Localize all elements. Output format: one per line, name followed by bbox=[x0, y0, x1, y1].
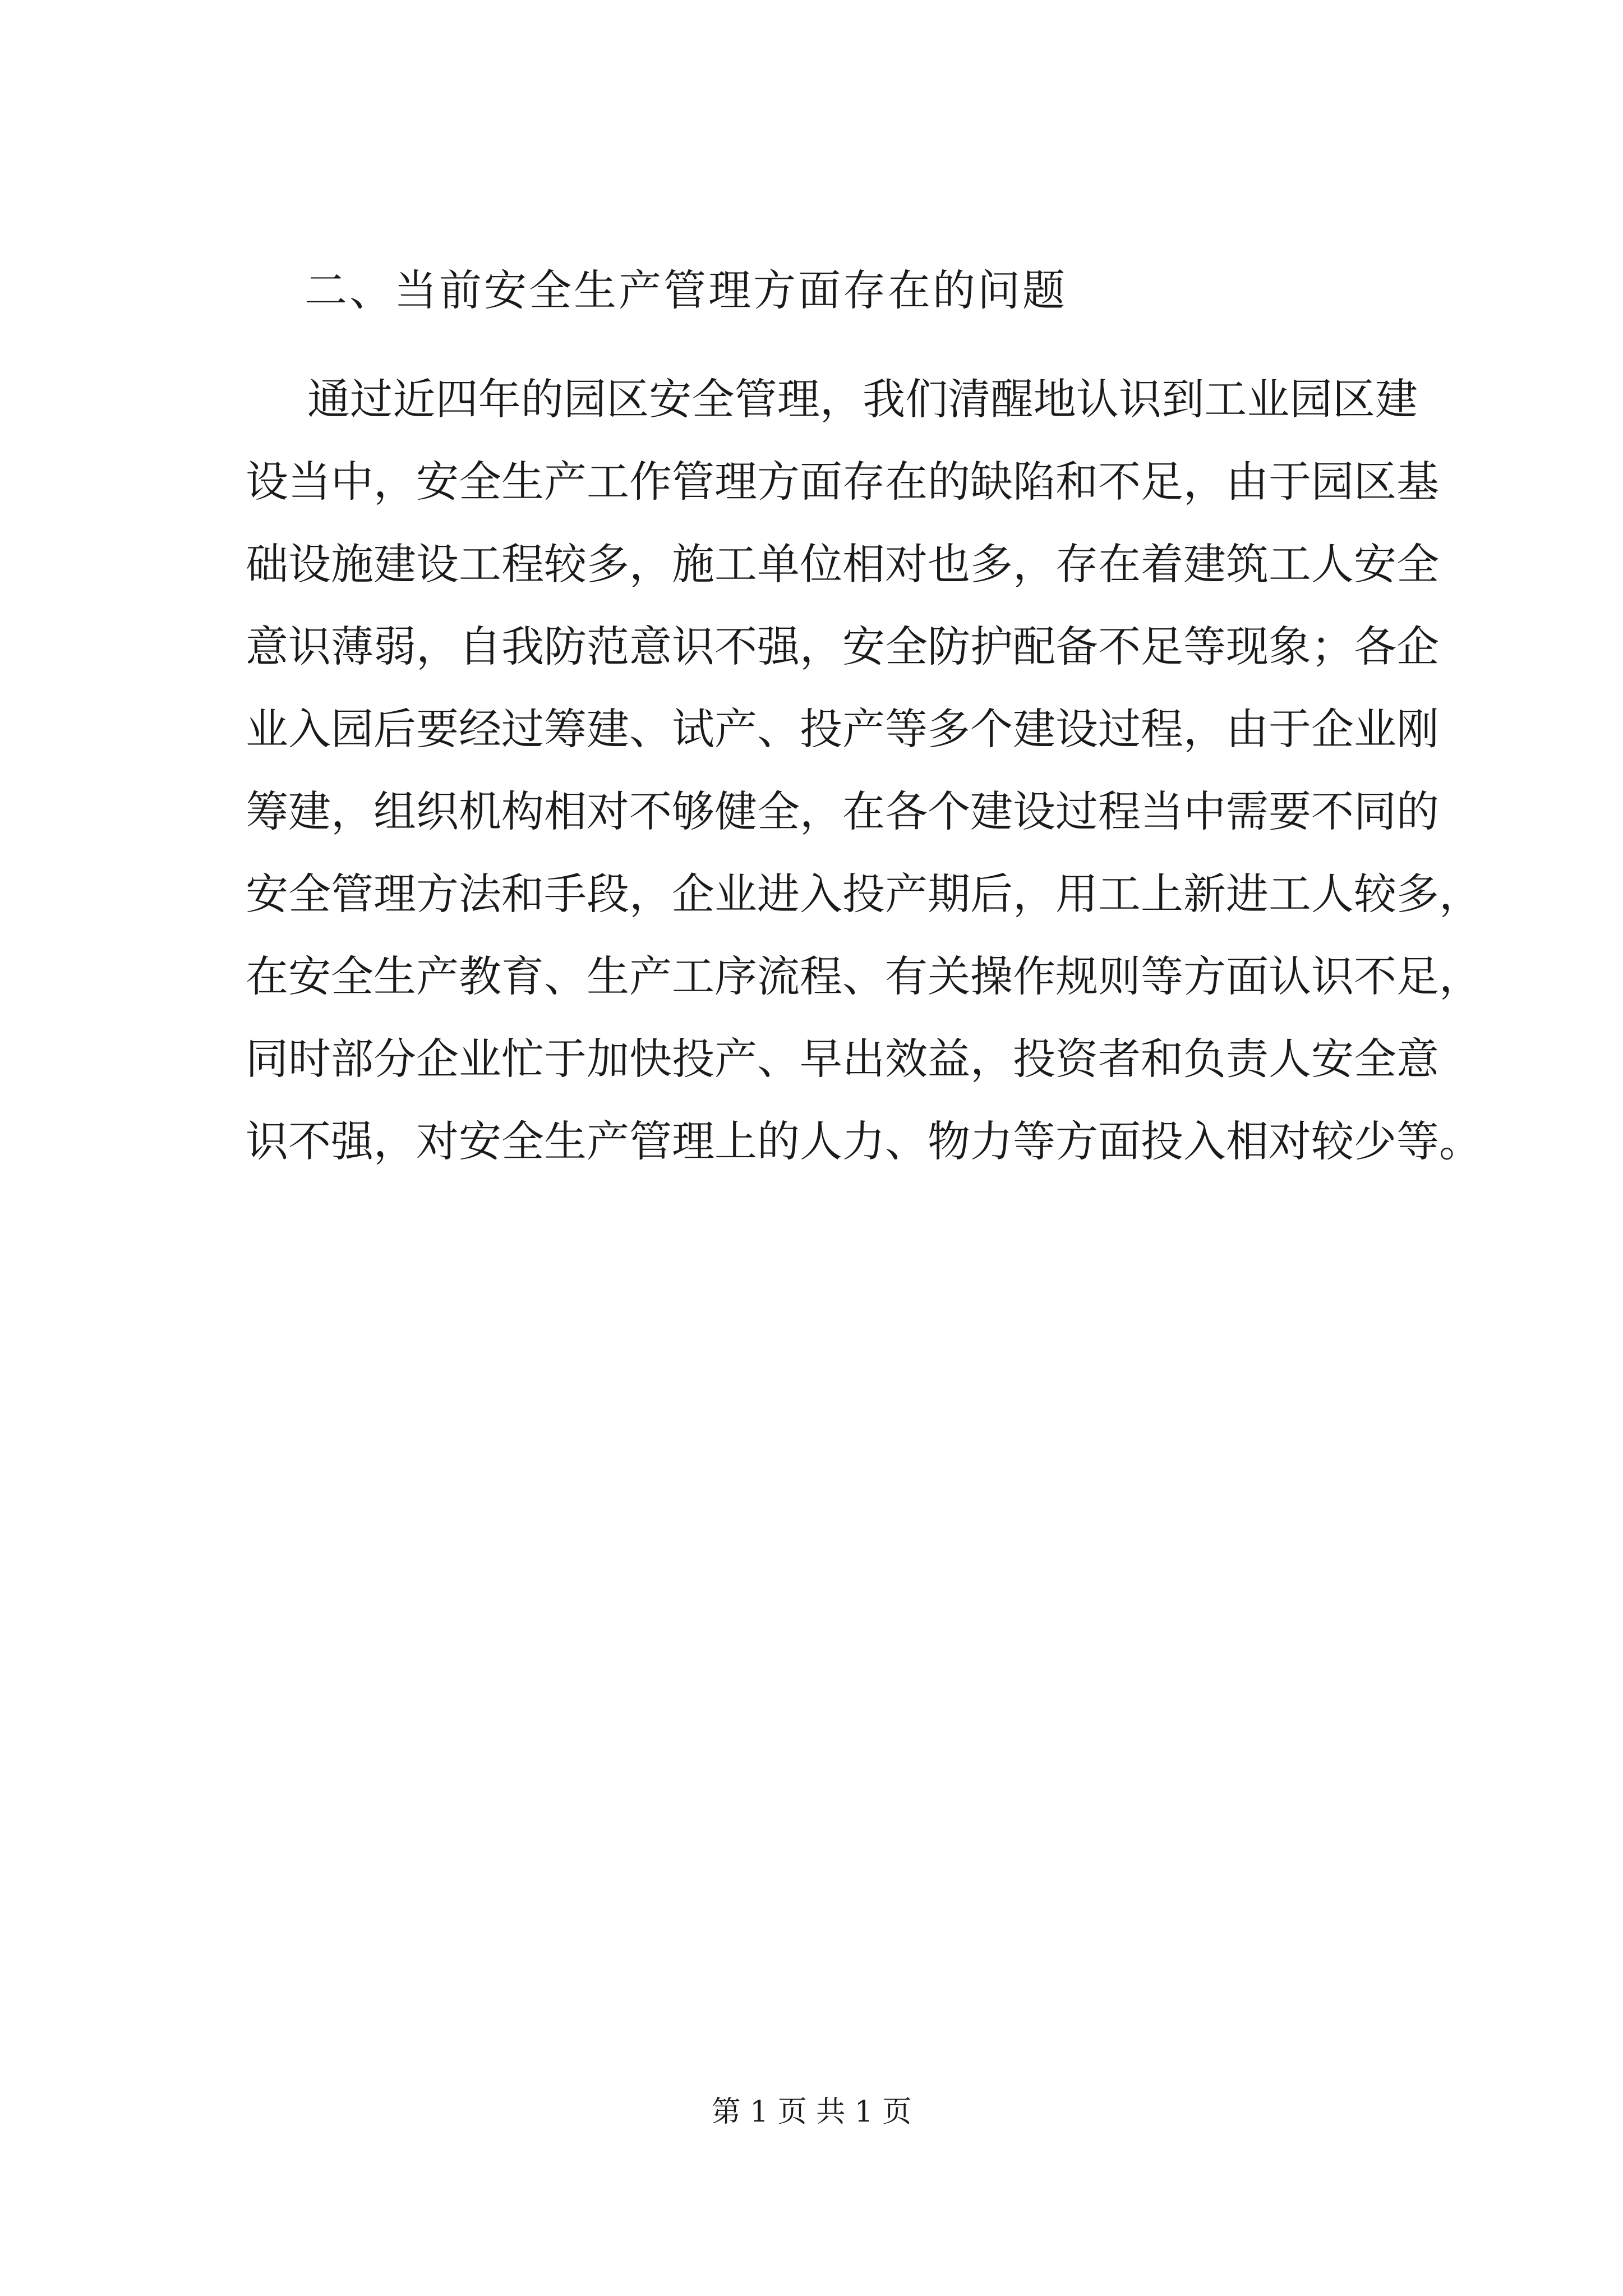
paragraph-line: 识不强，对安全生产管理上的人力、物力等方面投入相对较少等。 bbox=[246, 1116, 1482, 1166]
paragraph-line: 意识薄弱，自我防范意识不强，安全防护配备不足等现象；各企 bbox=[246, 622, 1439, 671]
paragraph-line: 筹建，组织机构相对不够健全，在各个建设过程当中需要不同的 bbox=[246, 786, 1439, 836]
paragraph-line: 业入园后要经过筹建、试产、投产等多个建设过程，由于企业刚 bbox=[246, 704, 1439, 754]
page-footer: 第 1 页 共 1 页 bbox=[711, 2095, 912, 2129]
paragraph-line: 通过近四年的园区安全管理，我们清醒地认识到工业园区建 bbox=[307, 374, 1418, 424]
paragraph-line: 础设施建设工程较多，施工单位相对也多，存在着建筑工人安全 bbox=[246, 539, 1439, 589]
paragraph-line: 安全管理方法和手段，企业进入投产期后，用工上新进工人较多， bbox=[246, 869, 1482, 919]
paragraph-line: 设当中，安全生产工作管理方面存在的缺陷和不足，由于园区基 bbox=[246, 457, 1439, 507]
body-paragraph bbox=[246, 358, 1482, 1182]
section-heading: 二、当前安全生产管理方面存在的问题 bbox=[305, 265, 1067, 315]
paragraph-line: 同时部分企业忙于加快投产、早出效益，投资者和负责人安全意 bbox=[246, 1034, 1439, 1084]
paragraph-line: 在安全生产教育、生产工序流程、有关操作规则等方面认识不足， bbox=[246, 951, 1482, 1001]
